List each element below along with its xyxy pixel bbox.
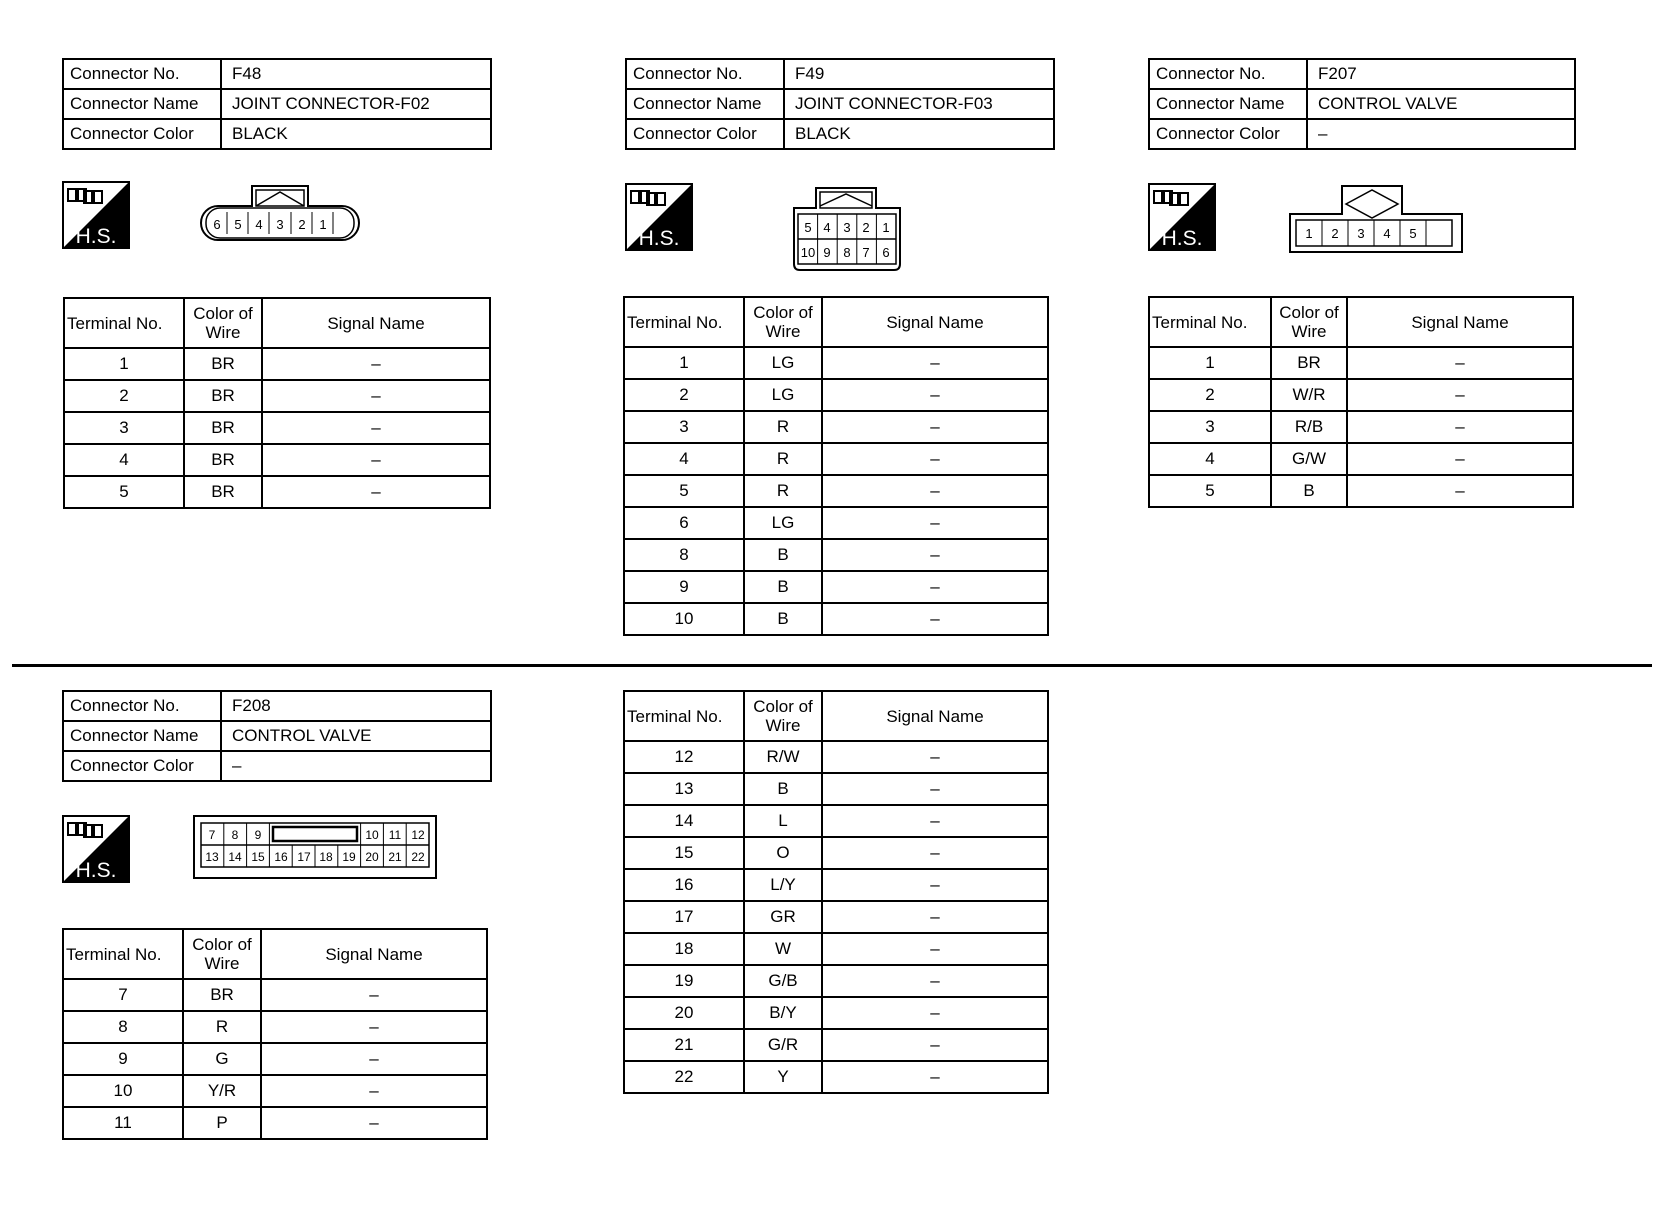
pin-label: 1 [319, 217, 327, 232]
signal-name-header: Signal Name [822, 691, 1048, 741]
pin-label: 9 [254, 828, 262, 842]
hs-label: H.S. [75, 225, 117, 248]
connector-color-value: BLACK [221, 119, 491, 149]
table-row: 10 Y/R – [63, 1075, 487, 1107]
harness-side-icon [625, 183, 693, 251]
table-row: 5 R – [624, 475, 1048, 507]
connector-color-value: BLACK [784, 119, 1054, 149]
table-row: 5 B – [1149, 475, 1573, 507]
pin-label: 4 [1383, 226, 1391, 241]
connector-f208-info-table [62, 690, 492, 782]
table-row: 4 G/W – [1149, 443, 1573, 475]
connector-f207-face-icon [1288, 184, 1464, 254]
pin-label: 2 [298, 217, 306, 232]
table-row: 20 B/Y – [624, 997, 1048, 1029]
terminal-no-header: Terminal No. [624, 691, 744, 741]
table-row: 4 BR – [64, 444, 490, 476]
table-row: 6 LG – [624, 507, 1048, 539]
table-row: 1 BR – [64, 348, 490, 380]
harness-side-icon [1148, 183, 1216, 251]
table-row: 21 G/R – [624, 1029, 1048, 1061]
table-row: 22 Y – [624, 1061, 1048, 1093]
pin-label: 21 [388, 850, 402, 864]
table-row: 16 L/Y – [624, 869, 1048, 901]
connector-no-label: Connector No. [63, 691, 221, 721]
pin-label: 5 [234, 217, 242, 232]
connector-color-label: Connector Color [63, 119, 221, 149]
table-row: 2 BR – [64, 380, 490, 412]
pin-label: 19 [342, 850, 356, 864]
connector-f207-info-table [1148, 58, 1576, 150]
table-row: 18 W – [624, 933, 1048, 965]
connector-name-label: Connector Name [1149, 89, 1307, 119]
table-row: 15 O – [624, 837, 1048, 869]
pin-label: 16 [274, 850, 288, 864]
pin-label: 7 [862, 245, 870, 260]
connector-no-label: Connector No. [1149, 59, 1307, 89]
connector-color-label: Connector Color [626, 119, 784, 149]
connector-name-value: JOINT CONNECTOR-F02 [221, 89, 491, 119]
wire-color-header: Color of Wire [744, 297, 822, 347]
pin-label: 6 [213, 217, 221, 232]
table-row: 4 R – [624, 443, 1048, 475]
signal-name-header: Signal Name [822, 297, 1048, 347]
signal-name-header: Signal Name [261, 929, 487, 979]
pin-label: 17 [297, 850, 311, 864]
connector-f207-terminal-table [1148, 296, 1574, 508]
pin-label: 18 [319, 850, 333, 864]
pin-label: 4 [823, 220, 831, 235]
connector-f48-info-table [62, 58, 492, 150]
pin-label: 8 [231, 828, 239, 842]
table-row: 3 R/B – [1149, 411, 1573, 443]
pin-label: 8 [843, 245, 851, 260]
connector-f48-terminal-table [63, 297, 491, 509]
connector-f48-face-icon [196, 184, 364, 248]
pin-label: 4 [255, 217, 263, 232]
connector-f49-info-table [625, 58, 1055, 150]
terminal-no-header: Terminal No. [63, 929, 183, 979]
signal-name-header: Signal Name [262, 298, 490, 348]
connector-f208-terminal-table [62, 928, 488, 1140]
connector-name-label: Connector Name [63, 721, 221, 751]
pin-label: 10 [800, 245, 816, 260]
table-row: 9 B – [624, 571, 1048, 603]
pin-label: 22 [411, 850, 425, 864]
table-row: 13 B – [624, 773, 1048, 805]
connector-name-label: Connector Name [63, 89, 221, 119]
connector-no-value: F208 [221, 691, 491, 721]
table-row: 3 R – [624, 411, 1048, 443]
connector-no-label: Connector No. [63, 59, 221, 89]
connector-f49-face-icon [780, 186, 916, 272]
hs-label: H.S. [75, 859, 117, 882]
connector-color-label: Connector Color [63, 751, 221, 781]
pin-label: 2 [862, 220, 870, 235]
table-row: 8 R – [63, 1011, 487, 1043]
connector-color-value: – [221, 751, 491, 781]
pin-label: 1 [882, 220, 890, 235]
table-row: 10 B – [624, 603, 1048, 635]
table-row: 1 LG – [624, 347, 1048, 379]
table-row: 9 G – [63, 1043, 487, 1075]
table-row: 17 GR – [624, 901, 1048, 933]
connector-color-value: – [1307, 119, 1575, 149]
table-row: 14 L – [624, 805, 1048, 837]
pin-label: 9 [823, 245, 831, 260]
table-row: 2 LG – [624, 379, 1048, 411]
pin-label: 6 [882, 245, 890, 260]
table-row: 3 BR – [64, 412, 490, 444]
connector-name-label: Connector Name [626, 89, 784, 119]
pin-label: 14 [228, 850, 242, 864]
pin-label: 11 [388, 828, 402, 842]
table-row: 11 P – [63, 1107, 487, 1139]
wire-color-header: Color of Wire [1271, 297, 1347, 347]
harness-side-icon [62, 181, 130, 249]
connector-no-value: F207 [1307, 59, 1575, 89]
connector-name-value: CONTROL VALVE [221, 721, 491, 751]
pin-label: 5 [1409, 226, 1417, 241]
table-row: 5 BR – [64, 476, 490, 508]
pin-label: 12 [411, 828, 425, 842]
table-row: 2 W/R – [1149, 379, 1573, 411]
connector-name-value: JOINT CONNECTOR-F03 [784, 89, 1054, 119]
pin-label: 3 [276, 217, 284, 232]
table-row: 1 BR – [1149, 347, 1573, 379]
harness-side-icon [62, 815, 130, 883]
connector-color-label: Connector Color [1149, 119, 1307, 149]
connector-f208-terminal-table-continued [623, 690, 1049, 1094]
pin-label: 1 [1305, 226, 1313, 241]
pin-label: 20 [365, 850, 379, 864]
table-row: 7 BR – [63, 979, 487, 1011]
pin-label: 13 [205, 850, 219, 864]
hs-label: H.S. [1161, 227, 1203, 250]
hs-label: H.S. [638, 227, 680, 250]
terminal-no-header: Terminal No. [64, 298, 184, 348]
terminal-no-header: Terminal No. [1149, 297, 1271, 347]
connector-f49-terminal-table [623, 296, 1049, 636]
wire-color-header: Color of Wire [183, 929, 261, 979]
pin-label: 3 [1357, 226, 1365, 241]
wire-color-header: Color of Wire [184, 298, 262, 348]
pin-label: 10 [365, 828, 379, 842]
pin-label: 2 [1331, 226, 1339, 241]
terminal-no-header: Terminal No. [624, 297, 744, 347]
connector-name-value: CONTROL VALVE [1307, 89, 1575, 119]
signal-name-header: Signal Name [1347, 297, 1573, 347]
table-row: 12 R/W – [624, 741, 1048, 773]
pin-label: 15 [251, 850, 265, 864]
table-row: 8 B – [624, 539, 1048, 571]
section-divider [12, 664, 1652, 667]
pin-label: 7 [208, 828, 216, 842]
pin-label: 5 [804, 220, 812, 235]
table-row: 19 G/B – [624, 965, 1048, 997]
pin-label: 3 [843, 220, 851, 235]
connector-no-label: Connector No. [626, 59, 784, 89]
connector-f208-face-icon [193, 815, 437, 879]
connector-no-value: F48 [221, 59, 491, 89]
wire-color-header: Color of Wire [744, 691, 822, 741]
connector-no-value: F49 [784, 59, 1054, 89]
